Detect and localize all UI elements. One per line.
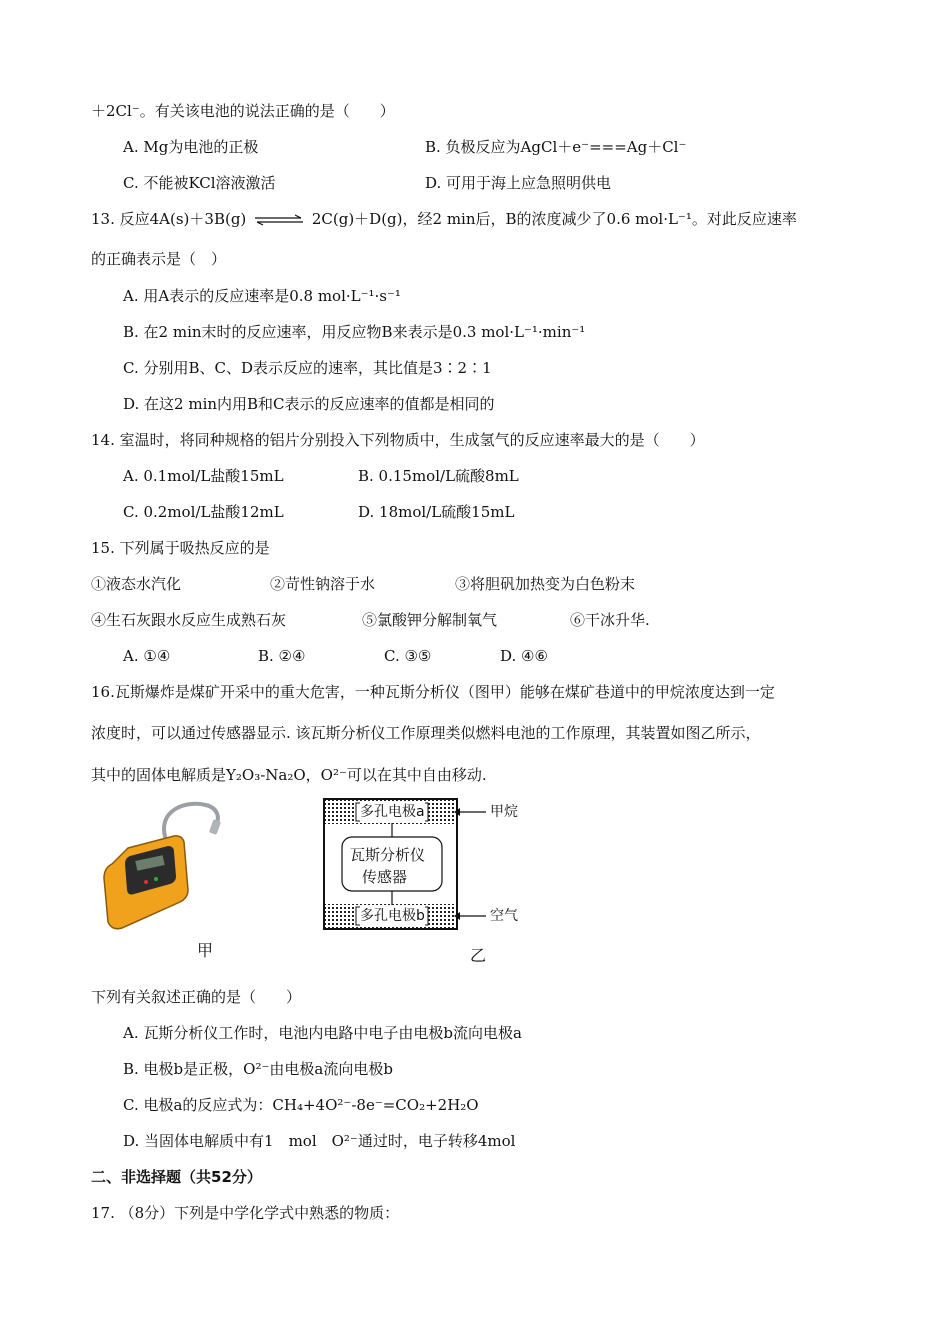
section-heading: 二、非选择题（共52分） xyxy=(91,1168,262,1186)
figure-b-label: 乙 xyxy=(470,946,487,965)
q16-option-c: C. 电极a的反应式为：CH₄+4O²⁻-8e⁻=CO₂+2H₂O xyxy=(123,1096,479,1114)
q13-stem-post: 2C(g)＋D(g)，经2 min后，B的浓度减少了0.6 mol·L⁻¹。对此反应速率 xyxy=(311,210,797,228)
q15-item-6: ⑥干冰升华. xyxy=(570,611,650,629)
electrode-b-label: 多孔电极b xyxy=(360,905,425,927)
q16-option-d: D. 当固体电解质中有1 mol O²⁻通过时，电子转移4mol xyxy=(123,1132,516,1150)
q17-stem: 17. （8分）下列是中学化学式中熟悉的物质： xyxy=(91,1204,400,1222)
q15-item-3: ③将胆矾加热变为白色粉末 xyxy=(455,575,636,593)
q13-option-a: A. 用A表示的反应速率是0.8 mol·L⁻¹·s⁻¹ xyxy=(123,287,401,305)
q14-option-d: D. 18mol/L硫酸15mL xyxy=(358,503,515,521)
gas-input-methane-label: 甲烷 xyxy=(490,804,518,820)
q15-option-c: C. ③⑤ xyxy=(384,647,432,665)
q12-option-d: D. 可用于海上应急照明供电 xyxy=(425,174,612,192)
q13-stem xyxy=(91,208,797,230)
q15-item-1: ①液态水汽化 xyxy=(91,575,182,593)
q16-question: 下列有关叙述正确的是（ ） xyxy=(91,988,302,1006)
q14-option-b: B. 0.15mol/L硫酸8mL xyxy=(358,467,519,485)
q13-stem-pre: 13. 反应4A(s)＋3B(g) xyxy=(91,210,247,228)
q16-stem-line1: 16.瓦斯爆炸是煤矿开采中的重大危害，一种瓦斯分析仪（图甲）能够在煤矿巷道中的甲烷浓度达到一定 xyxy=(91,683,775,701)
q15-option-a: A. ①④ xyxy=(123,647,171,665)
electrode-a-label: 多孔电极a xyxy=(360,801,425,823)
q13-option-b: B. 在2 min末时的反应速率，用反应物B来表示是0.3 mol·L⁻¹·min⁻¹ xyxy=(123,323,586,341)
q14-option-c: C. 0.2mol/L盐酸12mL xyxy=(123,503,284,521)
sensor-label-line1: 瓦斯分析仪 xyxy=(350,846,426,864)
q15-item-5: ⑤氯酸钾分解制氧气 xyxy=(362,611,498,629)
q15-item-2: ②苛性钠溶于水 xyxy=(270,575,376,593)
q15-option-d: D. ④⑥ xyxy=(500,647,548,665)
q16-stem-line3: 其中的固体电解质是Y₂O₃-Na₂O，O²⁻可以在其中自由移动. xyxy=(91,766,487,784)
q15-item-4: ④生石灰跟水反应生成熟石灰 xyxy=(91,611,287,629)
q15-option-b: B. ②④ xyxy=(258,647,306,665)
gas-analyzer-device-illustration xyxy=(96,790,226,940)
gas-input-air-label: 空气 xyxy=(490,908,518,924)
sensor-label-line2: 传感器 xyxy=(362,868,408,886)
q13-option-c: C. 分别用B、C、D表示反应的速率，其比值是3∶2∶1 xyxy=(123,359,492,377)
q14-stem: 14. 室温时，将同种规格的铝片分别投入下列物质中，生成氢气的反应速率最大的是（ ） xyxy=(91,431,705,449)
q12-stem-tail: ＋2Cl⁻。有关该电池的说法正确的是（ ） xyxy=(91,102,395,120)
q12-option-a: A. Mg为电池的正极 xyxy=(123,138,259,156)
q16-stem-line2: 浓度时，可以通过传感器显示. 该瓦斯分析仪工作原理类似燃料电池的工作原理，其装置如图乙所示， xyxy=(91,724,761,742)
q15-stem: 15. 下列属于吸热反应的是 xyxy=(91,539,270,557)
q16-option-a: A. 瓦斯分析仪工作时，电池内电路中电子由电极b流向电极a xyxy=(123,1024,522,1042)
q12-option-b: B. 负极反应为AgCl＋e⁻===Ag＋Cl⁻ xyxy=(425,138,687,156)
equilibrium-arrow-icon xyxy=(253,214,305,226)
q12-option-c: C. 不能被KCl溶液激活 xyxy=(123,174,276,192)
figure-a-label: 甲 xyxy=(197,941,214,960)
q16-option-b: B. 电极b是正极，O²⁻由电极a流向电极b xyxy=(123,1060,393,1078)
q14-option-a: A. 0.1mol/L盐酸15mL xyxy=(123,467,284,485)
q13-option-d: D. 在这2 min内用B和C表示的反应速率的值都是相同的 xyxy=(123,395,495,413)
q13-stem-line2: 的正确表示是（ ） xyxy=(91,250,227,268)
